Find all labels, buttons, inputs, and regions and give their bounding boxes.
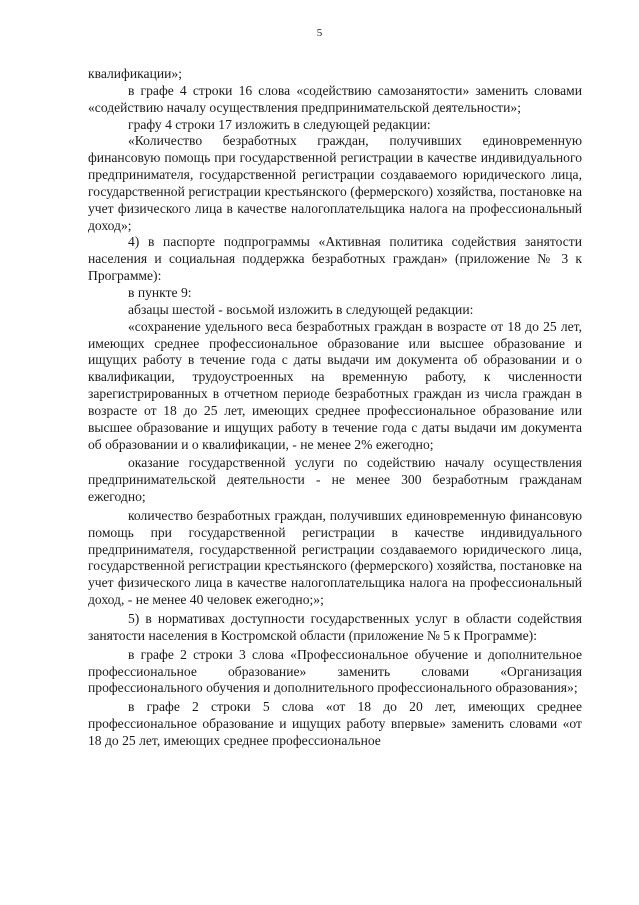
paragraph-1: квалификации»;: [88, 66, 182, 81]
paragraph-11: 5) в нормативах доступности государственных услуг в области содействия занятости населения в Костромской области (приложение № 5 к Программе):: [88, 611, 582, 643]
paragraph-12: в графе 2 строки 3 слова «Профессиональное обучение и дополнительное профессиональное образование» заменить словами «Организация профессионального обучения и дополнительного профессионального образования»;: [88, 646, 582, 696]
paragraph-2: в графе 4 строки 16 слова «содействию самозанятости» заменить словами «содействию началу осуществления предпринимательской деятельности»;: [88, 82, 582, 115]
paragraph-6: в пункте 9:: [128, 284, 192, 300]
paragraph-13: в графе 2 строки 5 слова «от 18 до 20 лет, имеющих среднее профессиональное образование и ищущих работу впервые» заменить словами «от 18 до 25 лет, имеющих среднее профессиональное: [88, 699, 582, 748]
page-number: 5: [316, 27, 323, 39]
paragraph-5: 4) в паспорте подпрограммы «Активная политика содействия занятости населения и социальная поддержка безработных граждан» (приложение № 3 к Программе):: [88, 234, 582, 284]
paragraph-8: «сохранение удельного веса безработных граждан в возрасте от 18 до 25 лет, имеющих среднее профессиональное образование или высшее образование и ищущих работу в течение года с даты выдачи им документа об образовании и о квалификации, трудоустроенных на временную работу, к численности зарегистрированных в отчетном периоде безработных граждан из числа граждан в возрасте от 18 до 25 лет, имеющих среднее профессиональное образование или высшее образование и ищущих работу в течение года с даты выдачи им документа об образовании и о квалификации, - не менее 2% ежегодно;: [88, 318, 582, 452]
paragraph-10: количество безработных граждан, получивших единовременную финансовую помощь при государственной регистрации в качестве индивидуального предпринимателя, государственной регистрации создаваемого юридического лица, государственной регистрации крестьянского (фермерского) хозяйства, постановке на учет физического лица в качестве налогоплательщика налога на профессиональный доход, - не менее 40 человек ежегодно;»;: [88, 507, 582, 608]
paragraph-4: «Количество безработных граждан, получивших единовременную финансовую помощь при государственной регистрации в качестве индивидуального предпринимателя, государственной регистрации создаваемого юридического лица, государственной регистрации крестьянского (фермерского) хозяйства, постановке на учет физического лица в качестве налогоплательщика налога на профессиональный доход»;: [88, 133, 582, 233]
paragraph-7: абзацы шестой - восьмой изложить в следующей редакции:: [128, 301, 474, 317]
document-body: [88, 66, 582, 750]
paragraph-9: оказание государственной услуги по содействию началу осуществления предпринимательской деятельности - не менее 300 безработным гражданам ежегодно;: [88, 455, 582, 505]
paragraph-3: графу 4 строки 17 изложить в следующей редакции:: [128, 116, 431, 132]
